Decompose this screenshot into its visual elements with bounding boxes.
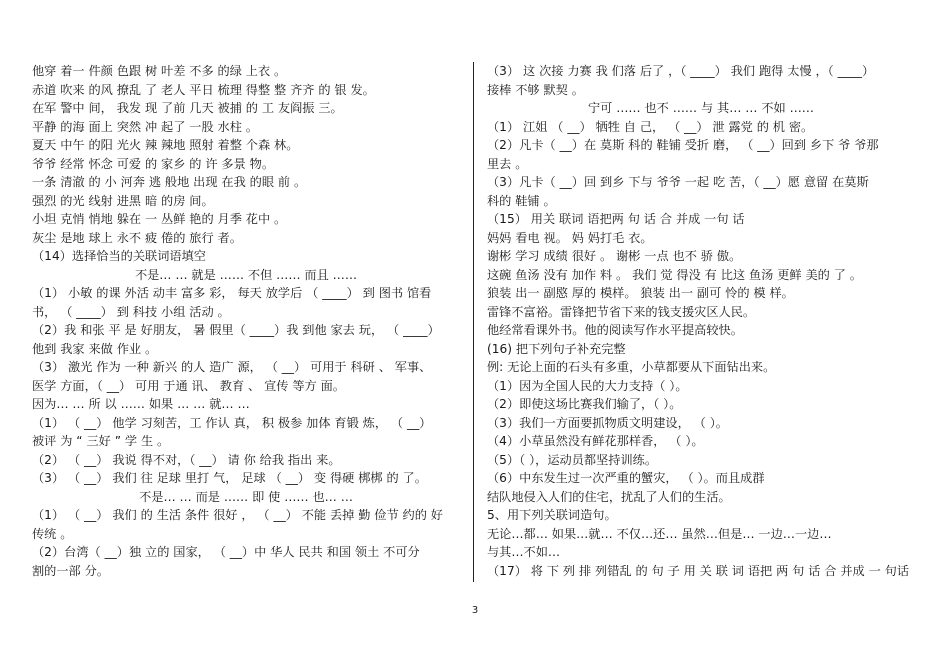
text-line: 这碗 鱼汤 没有 加作 料 。 我们 觉 得没 有 比这 鱼汤 更鲜 美的 了 。: [487, 267, 862, 282]
text-line: 5、用下列关联词造句。: [487, 508, 617, 522]
text-line: （3） 这 次接 力赛 我 们落 后了 ，（ ____） 我们 跑得 太慢 ，（ ____）: [487, 64, 875, 78]
text-line: 里去 。: [487, 156, 528, 171]
text-line: （2）凡卡（ __）在 莫斯 科的 鞋铺 受折 磨， （ __）回到 乡下 爷 爷那: [487, 138, 879, 152]
text-line: （2） （ __） 我说 得不对，（ __） 请 你 给我 指出 来。: [32, 452, 341, 467]
text-line: 他经常看课外书。他的阅读写作水平提高较快。: [487, 323, 743, 337]
text-line: 因为… … 所 以 …… 如果 … … 就… …: [32, 397, 250, 411]
text-line: 狼装 出一 副愍 厚的 模样。 狼装 出一 副可 怜的 模 样。: [487, 286, 794, 300]
text-line: 灰尘 是地 球上 永不 疲 倦的 旅行 者。: [32, 230, 242, 245]
text-line: （6）中东发生过一次严重的蟹灾， （ ）。而且成群: [487, 471, 765, 485]
text-line: (16) 把下列句子补充完整: [487, 341, 626, 356]
text-line: （15） 用关 联词 语把两 句 话 合 并成 一句 话: [487, 212, 745, 226]
text-line: （14）选择恰当的关联词语填空: [32, 249, 206, 263]
right-column: [487, 62, 915, 580]
text-line: （2）我 和张 平 是 好朋友， 暑 假里（ ____）我 到他 家去 玩， （ ____）: [32, 323, 440, 337]
text-line: 他到 我家 来做 作业 。: [32, 341, 158, 356]
text-line: 爷爷 经常 怀念 可爱 的 家乡 的 许 多景 物。: [32, 156, 275, 171]
text-line: 不是… … 就是 …… 不但 …… 而且 ……: [134, 267, 358, 282]
text-line: （3）我们一方面要抓物质文明建设， （ ）。: [487, 415, 728, 430]
text-line: 被评 为 “ 三好 ” 学 生 。: [32, 434, 170, 448]
text-line: 书， （ ____） 到 科技 小组 活动 。: [32, 304, 230, 319]
text-line: 强烈 的光 线射 进黑 暗 的房 间。: [32, 193, 214, 208]
text-line: 他穿 着一 件颜 色跟 树 叶差 不多 的绿 上衣 。: [32, 64, 287, 78]
text-line: （3）凡卡（ __）回 到乡 下与 爷爷 一起 吃 苦，（ __）愿 意留 在莫斯: [487, 175, 869, 189]
text-line: 宁可 …… 也不 …… 与 其… … 不如 ……: [588, 101, 814, 115]
column-divider: [473, 62, 474, 582]
text-line: 结队地侵入人们的住宅，扰乱了人们的生活。: [487, 489, 731, 504]
text-line: 小坦 克悄 悄地 躲在 一 丛鲜 艳的 月季 花中 。: [32, 212, 287, 226]
text-line: 例: 无论上面的石头有多重，小草都要从下面钻出来。: [487, 360, 776, 374]
left-column: [32, 62, 460, 580]
text-line: 赤道 吹来 的风 撩乱 了 老人 平日 梳理 得整 整 齐齐 的 银 发。: [32, 82, 375, 97]
text-line: （1） （ __） 他学 习刻苦，工 作认 真， 积 极参 加体 育锻 炼， （ __）: [32, 415, 432, 430]
text-line: 传统 。: [32, 526, 73, 541]
text-line: 与其…不如…: [487, 545, 561, 559]
text-line: 雷锋不富裕。雷锋把节省下来的钱支援灾区人民。: [487, 304, 756, 319]
text-line: 谢彬 学习 成绩 很好 。 谢彬 一点 也不 骄 傲。: [487, 249, 742, 263]
text-line: 不是… … 而是 …… 即 使 …… 也… …: [139, 489, 353, 504]
text-line: （17） 将 下 列 排 列错乱 的 句 子 用 关 联 词 语把 两 句 话 合 并成 一 句话: [487, 563, 910, 578]
text-line: 接棒 不够 默契 。: [487, 82, 584, 97]
text-line: 科的 鞋铺 。: [487, 193, 556, 208]
text-line: 无论…都… 如果…就… 不仅…还… 虽然…但是… 一边…一边…: [487, 526, 832, 541]
text-line: 妈妈 看电 视。 妈 妈打毛 衣。: [487, 230, 653, 245]
text-line: （2）台湾（ __）独 立的 国家， （ __）中 华人 民共 和国 领土 不可分: [32, 545, 420, 559]
text-line: （1） （ __） 我们 的 生活 条件 很好 ， （ __） 不能 丢掉 勤 俭节 约的 好: [32, 508, 443, 522]
text-line: （2）即使这场比赛我们输了，（ ）。: [487, 397, 682, 411]
text-line: （5）（ ），运动员都坚持训练。: [487, 452, 658, 467]
text-line: 一条 清澈 的 小 河奔 逃 般地 出现 在我 的眼 前 。: [32, 175, 307, 189]
text-line: （4）小草虽然没有鲜花那样香， （ ）。: [487, 434, 704, 448]
text-line: （3） （ __） 我们 往 足球 里打 气， 足球 （ __） 变 得硬 梆梆 的 了。: [32, 471, 427, 485]
text-line: （1） 小敏 的课 外活 动丰 富多 彩， 每天 放学后 （ ____） 到 图书 馆看: [32, 286, 432, 300]
text-line: （1）因为全国人民的大力支持（ ）。: [487, 378, 688, 393]
text-line: 医学 方面，（ __） 可用 于通 讯、 教育 、 宣传 等方 面。: [32, 378, 345, 393]
text-line: （3） 激光 作为 一种 新兴 的人 造广 源， （ __） 可用于 科研 、 军事、: [32, 360, 432, 374]
text-line: 平静 的海 面上 突然 冲 起了 一股 水柱 。: [32, 119, 258, 134]
text-line: 割的一部 分。: [32, 563, 109, 578]
text-line: （1） 江姐 （ __） 牺牲 自 己， （ __） 泄 露党 的 机 密。: [487, 119, 814, 134]
page-number: 3: [471, 605, 479, 616]
text-line: 夏天 中午 的阳 光火 辣 辣地 照射 着整 个森 林。: [32, 138, 299, 152]
text-line: 在军 警中 间， 我发 现 了前 几天 被捕 的 工 友阎振 三。: [32, 101, 343, 115]
